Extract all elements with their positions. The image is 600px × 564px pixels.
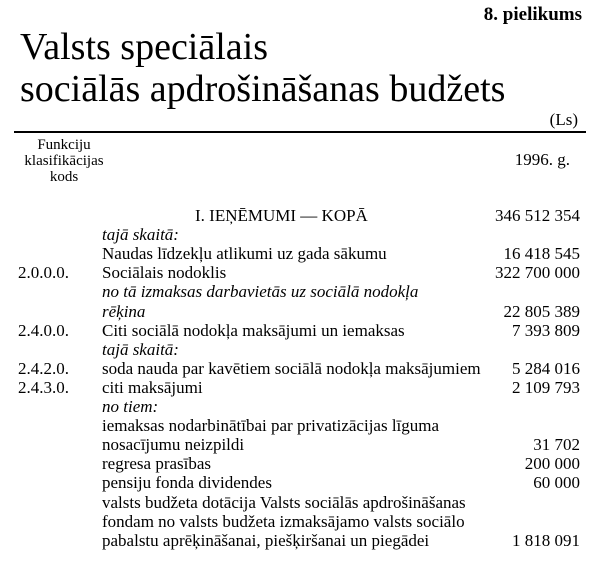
row-value: 1 818 091 [512, 531, 580, 550]
row-code: 2.4.0.0. [18, 321, 69, 340]
row-value: 31 702 [533, 435, 580, 454]
table-row [0, 396, 600, 417]
row-label: pensiju fonda dividendes [102, 473, 272, 492]
table-row [0, 224, 600, 245]
row-value: 5 284 016 [512, 359, 580, 378]
table-row [0, 262, 600, 283]
table-row [0, 511, 600, 532]
table-row [0, 301, 600, 322]
row-label: valsts budžeta dotācija Valsts sociālās apdrošināšanas [102, 493, 466, 512]
table-row [0, 434, 600, 455]
row-label: iemaksas nodarbinātībai par privatizācijas līguma [102, 416, 440, 435]
column-header-line: klasifikācijas [24, 153, 104, 169]
row-label: no tā izmaksas darbavietās uz sociālā nodokļa [102, 282, 419, 301]
row-label: fondam no valsts budžeta izmaksājamo valsts sociālo [102, 512, 465, 531]
table-row [0, 339, 600, 360]
table-row [0, 377, 600, 398]
table-row [0, 472, 600, 493]
row-label: pabalstu aprēķināšanai, piešķiršanai un piegādei [102, 531, 430, 550]
table-row [0, 453, 600, 474]
row-label: I. IEŅĒMUMI — KOPĀ [195, 206, 368, 225]
row-value: 346 512 354 [495, 206, 580, 225]
column-header-code [14, 137, 114, 185]
currency-unit: (Ls) [549, 110, 578, 129]
row-label: nosacījumu neizpildi [102, 435, 245, 454]
page-title-line-1: Valsts speciālais [20, 26, 269, 68]
page-title-line-2: sociālās apdrošināšanas budžets [20, 68, 506, 110]
row-code: 2.4.2.0. [18, 359, 69, 378]
row-value: 60 000 [533, 473, 580, 492]
row-value: 2 109 793 [512, 378, 580, 397]
row-value: 7 393 809 [512, 321, 580, 340]
row-label: Naudas līdzekļu atlikumi uz gada sākumu [102, 244, 387, 263]
row-label: no tiem: [102, 397, 159, 416]
table-row [0, 415, 600, 436]
table-row [0, 492, 600, 513]
table-row [0, 320, 600, 341]
column-header-year: 1996. g. [514, 150, 570, 169]
row-label: soda nauda par kavētiem sociālā nodokļa maksājumiem [102, 359, 481, 378]
row-value: 200 000 [524, 454, 580, 473]
row-label: rēķina [102, 302, 146, 321]
row-value: 22 805 389 [503, 302, 580, 321]
row-label: tajā skaitā: [102, 225, 179, 244]
row-label: citi maksājumi [102, 378, 203, 397]
table-row [0, 205, 600, 226]
header-divider [14, 131, 586, 133]
row-label: tajā skaitā: [102, 340, 179, 359]
row-code: 2.0.0.0. [18, 263, 69, 282]
table-row [0, 358, 600, 379]
table-row [0, 243, 600, 264]
table-row [0, 530, 600, 551]
annex-label: 8. pielikums [483, 4, 582, 25]
row-label: Citi sociālā nodokļa maksājumi un iemaksas [102, 321, 405, 340]
row-value: 16 418 545 [503, 244, 580, 263]
table-row [0, 281, 600, 302]
row-value: 322 700 000 [495, 263, 580, 282]
row-label: Sociālais nodoklis [102, 263, 227, 282]
column-header-line: Funkciju [37, 137, 91, 153]
row-label: regresa prasības [102, 454, 212, 473]
column-header-line: kods [49, 169, 79, 185]
row-code: 2.4.3.0. [18, 378, 69, 397]
